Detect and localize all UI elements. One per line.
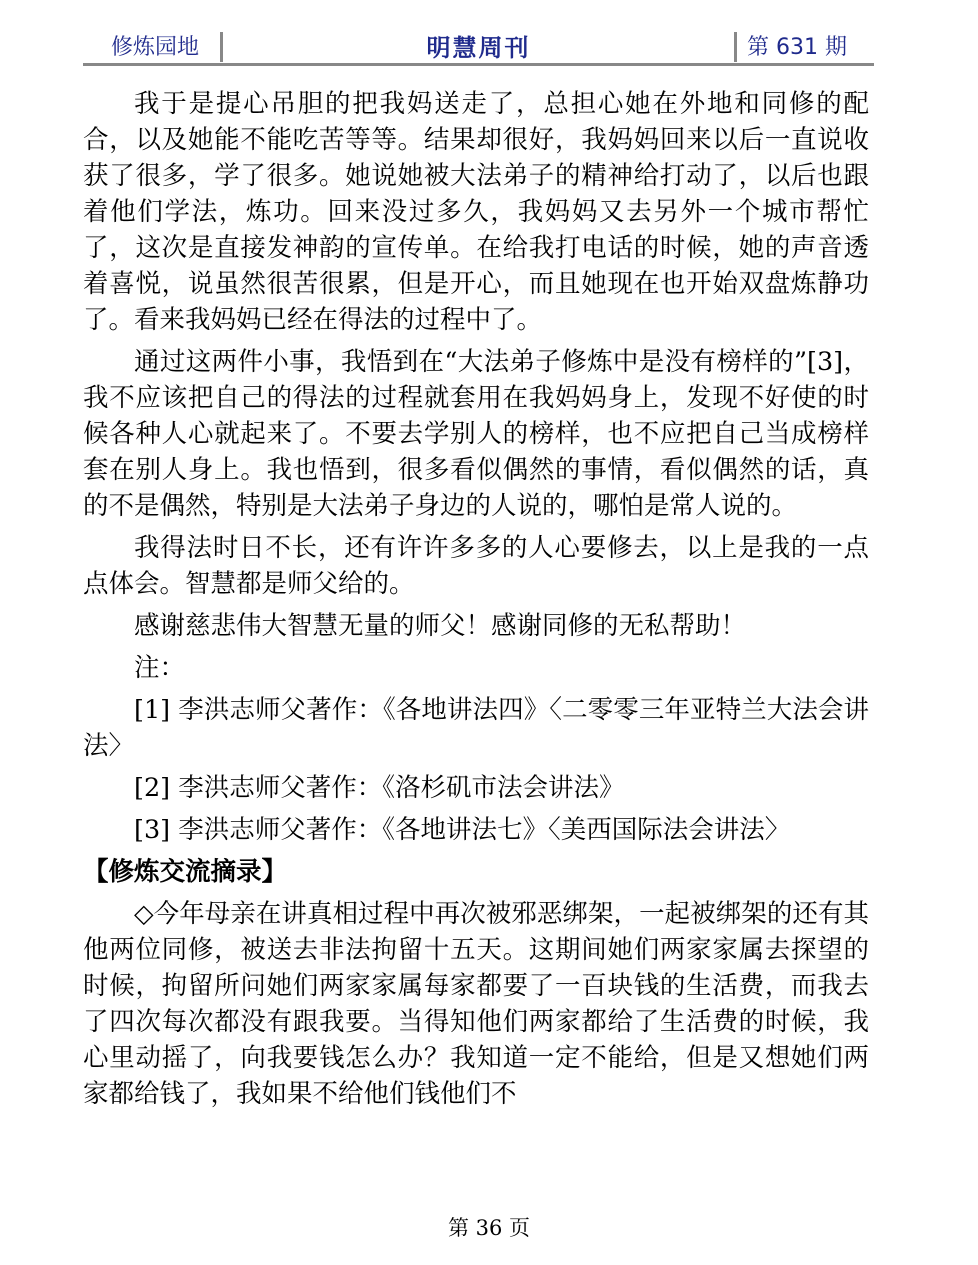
paragraph: ◇今年母亲在讲真相过程中再次被邪恶绑架，一起被绑架的还有其他两位同修，被送去非法拘留十五天。这期间她们两家家属去探望的时候，拘留所问她们两家家属每家都要了一百块钱的生活费，而我去了四次每次都没有跟我要。当得知他们两家都给了生活费的时候，我心里动摇了，向我要钱怎么办？我知道一定不能给，但是又想她们两家都给钱了，我如果不给他们钱他们不 [83,899,869,1109]
header-section-name: 修炼园地 [111,35,200,60]
article-body [83,86,869,1118]
header-issue-number: 第 631 期 [747,35,847,60]
paragraph: 通过这两件小事，我悟到在“大法弟子修炼中是没有榜样的”[3]，我不应该把自己的得法的过程就套用在我妈妈身上，发现不好使的时候各种人心就起来了。不要去学别人的榜样，也不应把自己当成榜样套在别人身上。我也悟到，很多看似偶然的事情，看似偶然的话，真的不是偶然，特别是大法弟子身边的人说的，哪怕是常人说的。 [83,347,869,521]
page-number: 第 36 页 [447,1216,531,1240]
reference-note: [3] 李洪志师父著作：《各地讲法七》〈美西国际法会讲法〉 [134,815,791,845]
section-title: 【修炼交流摘录】 [83,857,288,887]
notes-heading: 注： [134,653,186,683]
header-divider-right [734,32,737,62]
paragraph: 我得法时日不长，还有许许多多的人心要修去，以上是我的一点点体会。智慧都是师父给的。 [83,533,869,599]
page-header [83,26,874,66]
reference-note: [2] 李洪志师父著作：《洛杉矶市法会讲法》 [134,773,625,803]
header-publication-title: 明慧周刊 [426,34,531,62]
reference-note: [1] 李洪志师父著作：《各地讲法四》〈二零零三年亚特兰大法会讲法〉 [83,695,869,761]
paragraph: 感谢慈悲伟大智慧无量的师父！感谢同修的无私帮助！ [134,611,747,641]
paragraph: 我于是提心吊胆的把我妈送走了，总担心她在外地和同修的配合，以及她能不能吃苦等等。结果却很好，我妈妈回来以后一直说收获了很多，学了很多。她说她被大法弟子的精神给打动了，以后也跟着他们学法，炼功。回来没过多久，我妈妈又去另外一个城市帮忙了，这次是直接发神韵的宣传单。在给我打电话的时候，她的声音透着喜悦，说虽然很苦很累，但是开心，而且她现在也开始双盘炼静功了。看来我妈妈已经在得法的过程中了。 [83,89,869,335]
